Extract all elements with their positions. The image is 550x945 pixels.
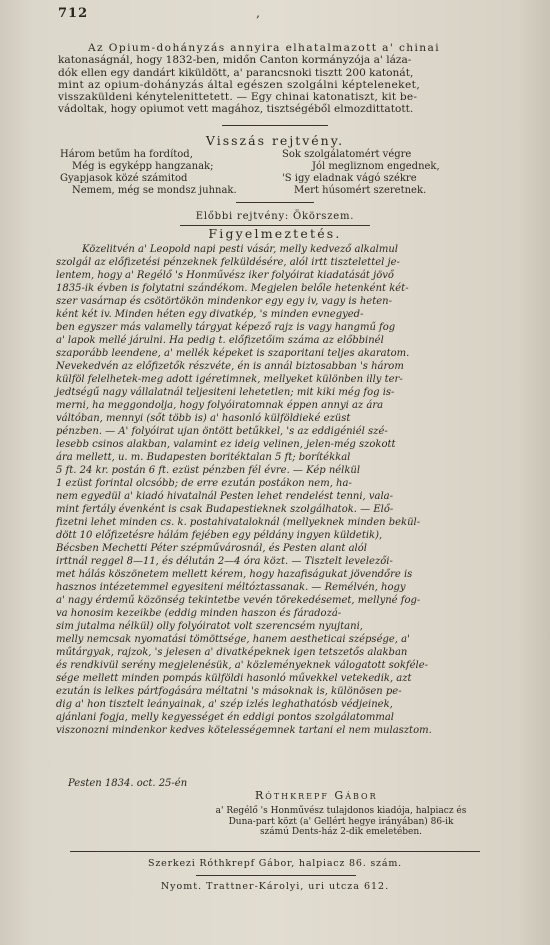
notice-line: mint fertály évenként is csak Budapestieknek szolgálhatok. — Elő-: [56, 504, 394, 515]
riddle-line: Jól megliznom engednek,: [312, 161, 440, 172]
notice-line: ben egyszer más valamelly tárgyat képező rajz is vagy hangmű fog: [56, 322, 396, 333]
notice-line: fizetni lehet minden cs. k. postahivataloknál (mellyeknek minden bekül-: [56, 517, 421, 528]
notice-line: ajánlani fogja, melly kegyességet én eddigi pontos szolgálatommal: [56, 712, 395, 723]
article-line: visszaküldeni kénytelenittetett. — Egy chinai katonatiszt, kit be-: [58, 91, 418, 104]
notice-line: sim jutalma nélkül) olly folyóiratot volt szerencsém nyujtani,: [56, 621, 363, 632]
divider-rule: [70, 851, 480, 852]
previous-riddle-answer: Előbbi rejtvény: Ökörszem.: [195, 211, 355, 222]
publisher-line: Duna-part közt (a' Gellért hegye irányában) 86-ik: [228, 816, 454, 827]
notice-line: nem egyedül a' kiadó hivatalnál Pesten lehet rendelést tenni, vala-: [56, 491, 394, 502]
notice-line: 5 ft. 24 kr. postán 6 ft. ezüst pénzben fél évre. — Kép nélkül: [56, 465, 361, 476]
notice-line: viszonozni mindenkor kedves kötelességemnek tartani el nem mulasztom.: [56, 725, 432, 736]
article-line: mint az opium-dohányzás által egészen szolgálni képteleneket,: [58, 78, 421, 91]
notice-line: hasznos intézetemmel egyesiteni méltóztassanak. — Remélvén, hogy: [56, 582, 406, 593]
notice-line: 1835-ik évben is folytatni szándékom. Megjelen belőle hetenként két-: [56, 283, 409, 294]
notice-line: ára mellett, u. m. Budapesten boritéktalan 5 ft; borítékkal: [56, 452, 351, 463]
article-line: katonaságnál, hogy 1832-ben, midőn Canton kormányzója a' láza-: [58, 54, 412, 67]
riddle-left-stanza: [60, 149, 237, 197]
article-line: dók ellen egy dandárt kiküldött, a' parancsnoki tisztt 200 katonát,: [58, 66, 414, 79]
notice-line: szer vasárnap és csötörtökön mindenkor egy egy iv, vagy is heten-: [56, 296, 392, 307]
notice-line: irttnál reggel 8—11, és délután 2—4 óra közt. — Tisztelt levelezői-: [56, 556, 393, 567]
notice-line: a' lapok mellé járulni. Ha pedig t. előfizetőim száma az előbbinél: [56, 335, 384, 346]
notice-line: váltóban, mennyi (sőt több is) a' hasonló külföldieké ezüst: [56, 413, 351, 424]
notice-line: és rendkivül serény megjelenésük, a' közleményeknek válogatott sokféle-: [56, 660, 428, 671]
publisher-address: [176, 806, 506, 838]
riddle-line: 'S igy eladnak vágó székre: [282, 173, 417, 184]
notice-line: dött 10 előfizetésre hálám fejében egy példány ingyen küldetik),: [56, 530, 383, 541]
notice-line: lentem, hogy a' Regélő 's Honművész iker folyóirat kiadatását jövő: [56, 270, 394, 281]
signature: Róthkrepf Gábor: [255, 789, 378, 802]
notice-line: ként két iv. Minden héten egy divatkép, 's minden evnegyed-: [56, 309, 364, 320]
notice-body: [56, 243, 508, 737]
notice-line: szolgál az előfizetési pénzeknek felküldésére, alól irtt tisztelettel je-: [56, 257, 400, 268]
editor-line: Szerkezi Róthkrepf Gábor, halpiacz 86. szám.: [148, 858, 402, 869]
notice-line: lesebb csinos alakban, valamint ez ideig velinen, jelen-még szokott: [56, 439, 396, 450]
notice-line: 1 ezüst forintal olcsóbb; de erre ezután postákon nem, ha-: [56, 478, 352, 489]
notice-line: melly nemcsak nyomatási tömöttsége, hanem aestheticai szépsége, a': [56, 634, 410, 645]
dateline: Pesten 1834. oct. 25-én: [68, 778, 188, 789]
notice-heading: Figyelmeztetés.: [208, 226, 342, 241]
article-line: Az Opium-dohányzás annyira elhatalmazott a' chinai: [88, 42, 441, 54]
divider-rule: [236, 202, 314, 203]
top-mark: ‚: [256, 6, 260, 20]
notice-line: műtárgyak, rajzok, 's jelesen a' divatképeknek igen tetszetős alakban: [56, 647, 408, 658]
notice-line: a' nagy érdemű közönség tekintetbe vevén törekedésemet, mellyné fog-: [56, 595, 421, 606]
riddle-line: Nemem, még se mondsz juhnak.: [72, 185, 237, 196]
notice-line: merni, ha meggondolja, hogy folyóiratomnak éppen annyi az ára: [56, 400, 384, 411]
notice-line: ezután is lelkes pártfogására méltatni 's másoknak is, különösen pe-: [56, 686, 402, 697]
opium-article: [58, 42, 508, 116]
riddle-line: Gyapjasok közé számitod: [60, 173, 188, 184]
printer-line: Nyomt. Trattner-Károlyi, uri utcza 612.: [160, 881, 390, 892]
notice-line: sége mellett minden pompás külföldi hasonló művekkel vetekedik, azt: [56, 673, 412, 684]
page-number: 712: [58, 6, 89, 21]
notice-line: met hálás köszönetem mellett kérem, hogy hazafiságukat jövendőre is: [56, 569, 413, 580]
publisher-line: számú Dents-ház 2-dik emeletében.: [259, 827, 423, 837]
notice-line: Bécsben Mechetti Péter szépművárosnál, és Pesten alant alól: [56, 543, 367, 554]
riddle-line: Három betűm ha fordítod,: [60, 149, 193, 160]
publisher-line: a' Regélő 's Honművész tulajdonos kiadója, halpiacz és: [215, 806, 467, 816]
divider-rule: [196, 875, 356, 876]
divider-rule: [222, 125, 328, 126]
riddle-heading: Visszás rejtvény.: [205, 133, 345, 148]
article-line: vádoltak, hogy opiumot vett magához, tisztségéből elmozdittatott.: [58, 103, 414, 116]
notice-line: külföl felelhetek-meg adott igéretimnek, mellyeket különben illy ter-: [56, 374, 403, 385]
notice-line: pénzben. — A' folyóirat ujan öntött betűkkel, 's az eddigéniél szé-: [56, 426, 388, 437]
riddle-line: Mert húsomért szeretnek.: [294, 185, 427, 196]
riddle-line: Még is egyképp hangzanak;: [72, 161, 214, 172]
notice-line: szaporább leendene, a' mellék képeket is szaporitani teljes akaratom.: [56, 348, 410, 359]
riddle-line: Sok szolgálatomért végre: [282, 149, 412, 160]
notice-line: Közelitvén a' Leopold napi pesti vásár, melly kedvező alkalmul: [82, 244, 398, 255]
notice-line: Nevekedvén az előfizetők részvéte, én is annál biztosabban 's három: [56, 361, 404, 372]
notice-line: jedtségű nagy vállalatnál teljesiteni lehetetlen; mit kiki még fog is-: [56, 387, 395, 398]
notice-line: dig a' hon tisztelt leányainak, a' szép izlés leghathatósb védjeinek,: [56, 699, 393, 710]
notice-line: va honosim kezeikbe (eddig minden haszon és fáradozá-: [56, 608, 342, 619]
riddle-right-stanza: [282, 149, 440, 197]
